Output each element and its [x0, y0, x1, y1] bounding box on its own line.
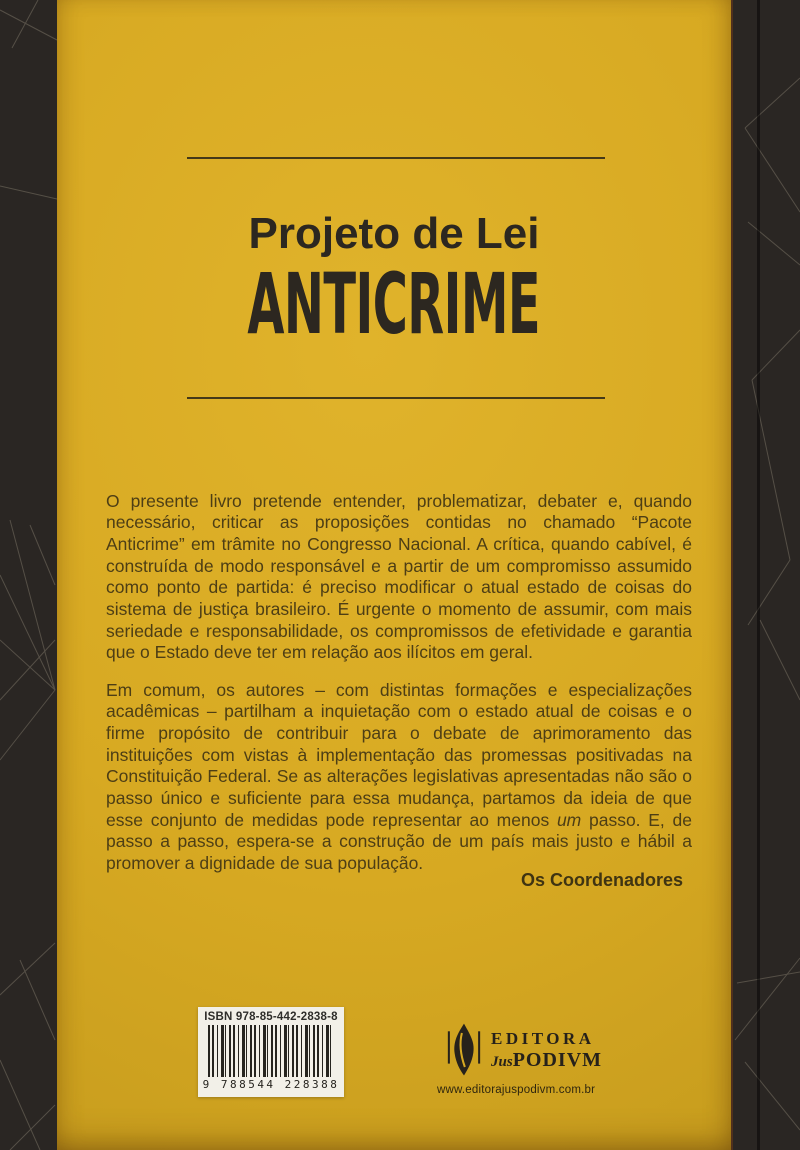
- book-title-text: ANTICRIME: [247, 255, 541, 353]
- title-rule-top: [187, 157, 605, 159]
- book-back-cover: [57, 0, 731, 1150]
- publisher-name-juspodivm: [491, 1050, 602, 1070]
- book-spine-crease: [757, 0, 760, 1150]
- isbn-barcode: [198, 1007, 344, 1097]
- signature-coordinators: Os Coordenadores: [520, 870, 683, 890]
- paragraph-2-emphasis: um: [556, 809, 582, 830]
- publisher-website: www.editorajuspodivm.com.br: [437, 1084, 596, 1096]
- publisher-jus: Jus: [491, 1054, 513, 1070]
- flame-icon: [447, 1022, 481, 1078]
- title-rule-bottom: [187, 397, 605, 399]
- book-title: [57, 255, 731, 353]
- synopsis-paragraph-2: [106, 680, 692, 875]
- publisher-logo: [437, 1022, 677, 1096]
- publisher-podivm: PODIVM: [512, 1049, 603, 1071]
- book-subtitle: Projeto de Lei: [248, 209, 540, 258]
- barcode-bars-icon: [208, 1025, 334, 1077]
- publisher-name-editora: EDITORA: [491, 1029, 595, 1048]
- synopsis-paragraph-1: O presente livro pretende entender, problematizar, debater e, quando necessário, criticar as proposições contidas no chamado “Pacote Anticrime” em trâmite no Congresso Nacional. A crítica, quando cabível, é construída de modo responsável e a partir de um compromisso assumido como ponto de partida: é preciso modificar o atual estado de coisas do sistema de justiça brasileiro. É urgente o momento de assumir, com mais seriedade e responsabilidade, os compromissos de efetividade e garantia que o Estado deve ter em relação aos ilícitos em geral.: [106, 490, 692, 663]
- paragraph-2-text-end: passo. E, de passo a passo, espera-se a construção de um país mais justo e hábil a promover a dignidade de sua população.: [106, 809, 692, 874]
- publisher-name: [491, 1030, 602, 1070]
- barcode-digits: 9 788544 228388: [202, 1078, 340, 1091]
- cover-right-edge: [731, 0, 733, 1150]
- isbn-label: ISBN 978-85-442-2838-8: [204, 1011, 338, 1023]
- paragraph-2-text: Em comum, os autores – com distintas formações e especializações acadêmicas – partilham a inquietação com o estado atual de coisas e o firme propósito de contribuir para o debate de aprimoramento das instituições com vistas à implementação das promessas positivadas na Constituição Federal. Se as alterações legislativas apresentadas não são o passo único e suficiente para essa mudança, partamos da ideia de que esse conjunto de medidas pode representar ao menos: [106, 679, 692, 830]
